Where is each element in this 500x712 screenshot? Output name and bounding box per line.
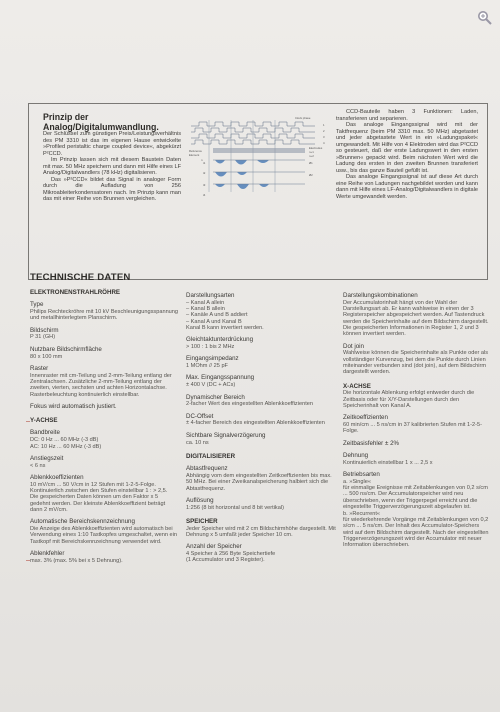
diagram-label: 2 <box>323 129 325 133</box>
diagram-label: Ø2 <box>309 173 313 177</box>
section-heading: ELEKTRONENSTRAHLRÖHRE <box>30 289 121 296</box>
section-heading: X-ACHSE <box>343 382 371 390</box>
diagram-label: 3 <box>323 135 325 139</box>
spec-label: Gleichtaktunterdrückung <box>186 336 254 344</box>
spec-label: Bandbreite <box>30 429 60 437</box>
principle-right-paragraph: CCD-Bauteile haben 3 Funktionen: Laden, transferieren und separieren. <box>336 109 478 122</box>
margin-mark <box>26 421 30 422</box>
spec-value: Die horizontale Ablenkung erfolgt entweder durch die Zeitbasis oder für X/Y-Darstellungen durch den Speicherinhalt von Kanal A. <box>343 390 475 409</box>
spec-label: Bildschirm <box>30 326 59 334</box>
principle-title: Prinzip der Analog/Digitalumwandlung. <box>43 112 159 132</box>
spec-value: a. »Single« für einmalige Ereignisse mit Zeitablenkungen von 0,2 s/cm ... 500 ns/cm. Der Accumulatorspeicher wird neu überschrieben, wenn der Triggerpegel erreicht und die eingestellte Triggerverzögerungszeit abgelaufen ist. <box>343 478 488 511</box>
diagram-label: Clock phase <box>295 116 311 120</box>
section-heading: SPEICHER <box>186 517 218 525</box>
spec-value: P 31 (GH) <box>30 334 56 341</box>
spec-value: Kontinuierlich einstellbar 1 x ... 2,5 x <box>343 459 433 466</box>
diagram-label: t1 <box>203 161 206 165</box>
spec-label: Automatische Bereichskennzeichnung <box>30 518 135 526</box>
zoom-icon[interactable] <box>477 10 493 26</box>
spec-label: Sichtbare Signalverzögerung <box>186 431 266 439</box>
spec-label: Fokus wird automatisch justiert. <box>30 402 117 410</box>
spec-value: – Kanal A allein – Kanal B allein – Kanäle A und B addiert – Kanal A und Kanal B Kanal B kann invertiert werden. <box>186 299 264 331</box>
diagram-label: Electrodes <box>309 146 323 150</box>
spec-value: 10 mV/cm ... 50 V/cm in 12 Stufen mit 1-2-5-Folge. Kontinuierlich zwischen den Stufen einstellbar 1 : > 2,5. Die gespeicherten Daten können um den Faktor x 5 gedehnt werden. Der kleinste Ablenkkoeffizient beträgt dann 2 mV/cm. <box>30 481 168 513</box>
tech-data-title: TECHNISCHE DATEN <box>30 272 131 283</box>
spec-label: Ablenkfehler <box>30 549 65 557</box>
spec-value: 60 min/cm ... 5 ns/cm in 37 kalibrierten Stufen mit 1-2-5-Folge. <box>343 422 482 435</box>
principle-left-paragraph: Im Prinzip lassen sich mit diesem Baustein Daten mit max. 50 MHz speichern und dann mit Hilfe eines LF Analog/Digitalwandlers (78 kHz) digitalisieren. <box>43 157 181 176</box>
spec-label: Anstiegszeit <box>30 454 64 462</box>
spec-value: 80 x 100 mm <box>30 353 63 360</box>
spec-value: Die Anzeige des Ablenkkoeffizienten wird automatisch bei Verwendung eines 1:10 Tastkopfes umgeschaltet, wenn ein Tastkopf mit Bereichskennzeichnung verwendet wird. <box>30 526 177 545</box>
spec-value: ± 400 V (DC + ACs) <box>186 382 236 389</box>
spec-label: Darstellungsarten <box>186 292 235 299</box>
margin-mark <box>26 560 30 561</box>
charge-well <box>215 160 225 164</box>
principle-right-paragraph: Das analoge Eingangssignal ist auf diese Art durch eine Reihe von Ladungen nachgebildet worden und kann dann mit Hilfe eines LF-Analog/Digitalwandlers in digitale Werte umgewandelt werden. <box>336 174 478 200</box>
spec-value: Innenraster mit cm-Teilung und 2-mm-Teilung entlang der Zentralachsen. Zusätzliche 2-mm-Teilung entlang der zweiten, vierten, sechsten und achten Horizontalachse. Rasterbeleuchtung kontinuierlich einstellbar. <box>30 372 172 398</box>
diagram-label: Element <box>189 153 200 157</box>
diagram-label: 4 <box>323 141 325 145</box>
spec-label: Type <box>30 301 44 309</box>
spec-label: Dehnung <box>343 451 369 459</box>
tech-column-2 <box>186 293 336 564</box>
spec-label: Zeitbasisfehler ± 2% <box>343 439 400 447</box>
spec-value: Philips Rechteckröhre mit 10 kV Beschleunigungsspannung und metallhinterlegtem Planschirm. <box>30 309 179 322</box>
spec-value: Jeder Speicher wird mit 2 cm Bildschirmhöhe dargestellt. Mit Dehnung x 5 umfaßt jeder Speicher 10 cm. <box>186 525 336 539</box>
diagram-label: n <box>201 158 203 162</box>
principle-left-paragraph: Das »P²CCD« bildet das Signal in analoger Form durch die Aufladung von 256 Mikroableiterkondensatoren nach. Im Prinzip kann man das mit einer Reihe von Brunnen vergleichen. <box>43 176 181 202</box>
spec-label: Raster <box>30 364 49 372</box>
spec-value: DC: 0 Hz ... 60 MHz (-3 dB) AC: 10 Hz ... 60 MHz (-3 dB) <box>30 437 102 450</box>
section-heading: Y-ACHSE <box>30 417 58 425</box>
diagram-label: Ø1 <box>309 161 313 165</box>
charge-well <box>215 184 225 187</box>
spec-value: 1:256 (8 bit horizontal und 8 bit vertikal) <box>186 504 284 511</box>
principle-left-text <box>43 131 181 203</box>
spec-label: DC-Offset <box>186 412 214 420</box>
spec-value: < 6 ns <box>30 462 46 469</box>
spec-value: Abhängig vom dem eingestellten Zeitkoeffizienten bis max. 50 MHz. Bei einer Zweikanalspeicherung halbiert sich die Abtastfrequenz. <box>186 472 332 492</box>
spec-label: Abtastfrequenz <box>186 465 228 473</box>
charge-well <box>259 184 269 187</box>
spec-label: Zeitkoeffizienten <box>343 414 388 422</box>
diagram-label: n+2 <box>309 154 314 158</box>
diagram-label: t2 <box>203 171 206 175</box>
principle-right-paragraph: Das analoge Eingangssignal wird mit der Taktfrequenz (beim PM 3310 max. 50 MHz) abgetastet und jeder abgetastete Wert in ein »Ladungspaket« umgewandelt. Mit Hilfe von 4 Elektroden wird das P²CCD so gesteuert, daß der erste Ladungswert in den ersten »Brunnen« gepackt wird. Beim nächsten Wert wird die Ladung des ersten in den zweiten Brunnen transferiert usw., bis das ganze Bauteil gefüllt ist. <box>336 122 478 174</box>
electrode-bar <box>213 148 305 153</box>
spec-value: ca. 10 ns <box>186 439 209 446</box>
charge-well <box>235 160 247 165</box>
tech-column-3 <box>343 293 489 549</box>
spec-value: 2-facher Wert des eingestellten Ablenkkoeffizienten <box>186 401 313 408</box>
spec-label: Betriebsarten <box>343 471 380 479</box>
spec-label: Auflösung <box>186 496 214 504</box>
spec-label: Eingangsimpedanz <box>186 355 239 363</box>
spec-value: Der Accumulatorinhalt hängt von der Wahl der Darstellungsart ab. Er kann wahlweise in einen der 3 Registerspeicher abgespeichert werden. Auf Tastendruck werden die Speicherinhalte auf dem Bildschirm dargestellt. Die gespeicherten Informationen in Register 1, 2 und 3 können invertiert werden. <box>343 299 489 338</box>
principle-left-paragraph: Der Schlüssel zum günstigen Preis/Leistungsverhältnis des PM 3310 ist das im eigenen Hause entwickelte »Profiled peristaltic charge coupled device«, abgekürzt P²CCD. <box>43 131 181 157</box>
diagram-label: n+1 <box>309 150 314 154</box>
spec-label: Dynamischer Bereich <box>186 393 245 401</box>
diagram-label: Reference <box>189 149 202 153</box>
charge-well <box>215 172 227 177</box>
charge-well <box>237 172 247 175</box>
principle-right-text <box>336 109 478 200</box>
spec-label: Darstellungskombinationen <box>343 292 418 299</box>
ccd-diagram <box>187 112 335 202</box>
section-heading: DIGITALISIERER <box>186 452 236 460</box>
diagram-label: t3 <box>203 183 206 187</box>
diagram-label: 1 <box>323 123 325 127</box>
spec-value: Wahlweise können die Speicherinhalte als Punkte oder als vollständiger Kurvenzug, bei dem die Punkte durch Linien miteinander verbunden sind (dot join), auf dem Bildschirm dargestellt werden. <box>343 350 489 376</box>
spec-label: Ablenkkoeffizienten <box>30 473 84 481</box>
spec-value: ± 4-facher Bereich des eingestellten Ablenkkoeffizienten <box>186 420 325 427</box>
spec-value: max. 3% (max. 5% bei x 5 Dehnung). <box>30 557 123 564</box>
spec-label: Max. Eingangsspannung <box>186 374 255 382</box>
spec-label: Dot join <box>343 342 364 350</box>
spec-label: Nutzbare Bildschirmfläche <box>30 345 102 353</box>
charge-well <box>257 160 269 163</box>
spec-value: b. »Recurrent« für wiederkehrende Vorgänge mit Zeitablenkungen von 0,2 s/cm ... 5 ns/cm. Der Inhalt des Accumulator-Speichers wird auf dem Bildschirm dargestellt. Nach der eingestellten Triggerverzögerungszeit wird der Accumulator mit neuer Information überschrieben. <box>343 510 489 549</box>
spec-value: 4 Speicher à 256 Byte Speichertiefe (1 Accumulator und 3 Register). <box>186 551 276 564</box>
charge-well <box>237 184 249 189</box>
diagram-label: t4 <box>203 193 206 197</box>
spec-label: Anzahl der Speicher <box>186 543 242 551</box>
tech-column-1 <box>30 290 178 564</box>
spec-value: > 100 : 1 bis 2 MHz <box>186 344 235 351</box>
spec-value: 1 MOhm // 25 pF <box>186 363 228 370</box>
